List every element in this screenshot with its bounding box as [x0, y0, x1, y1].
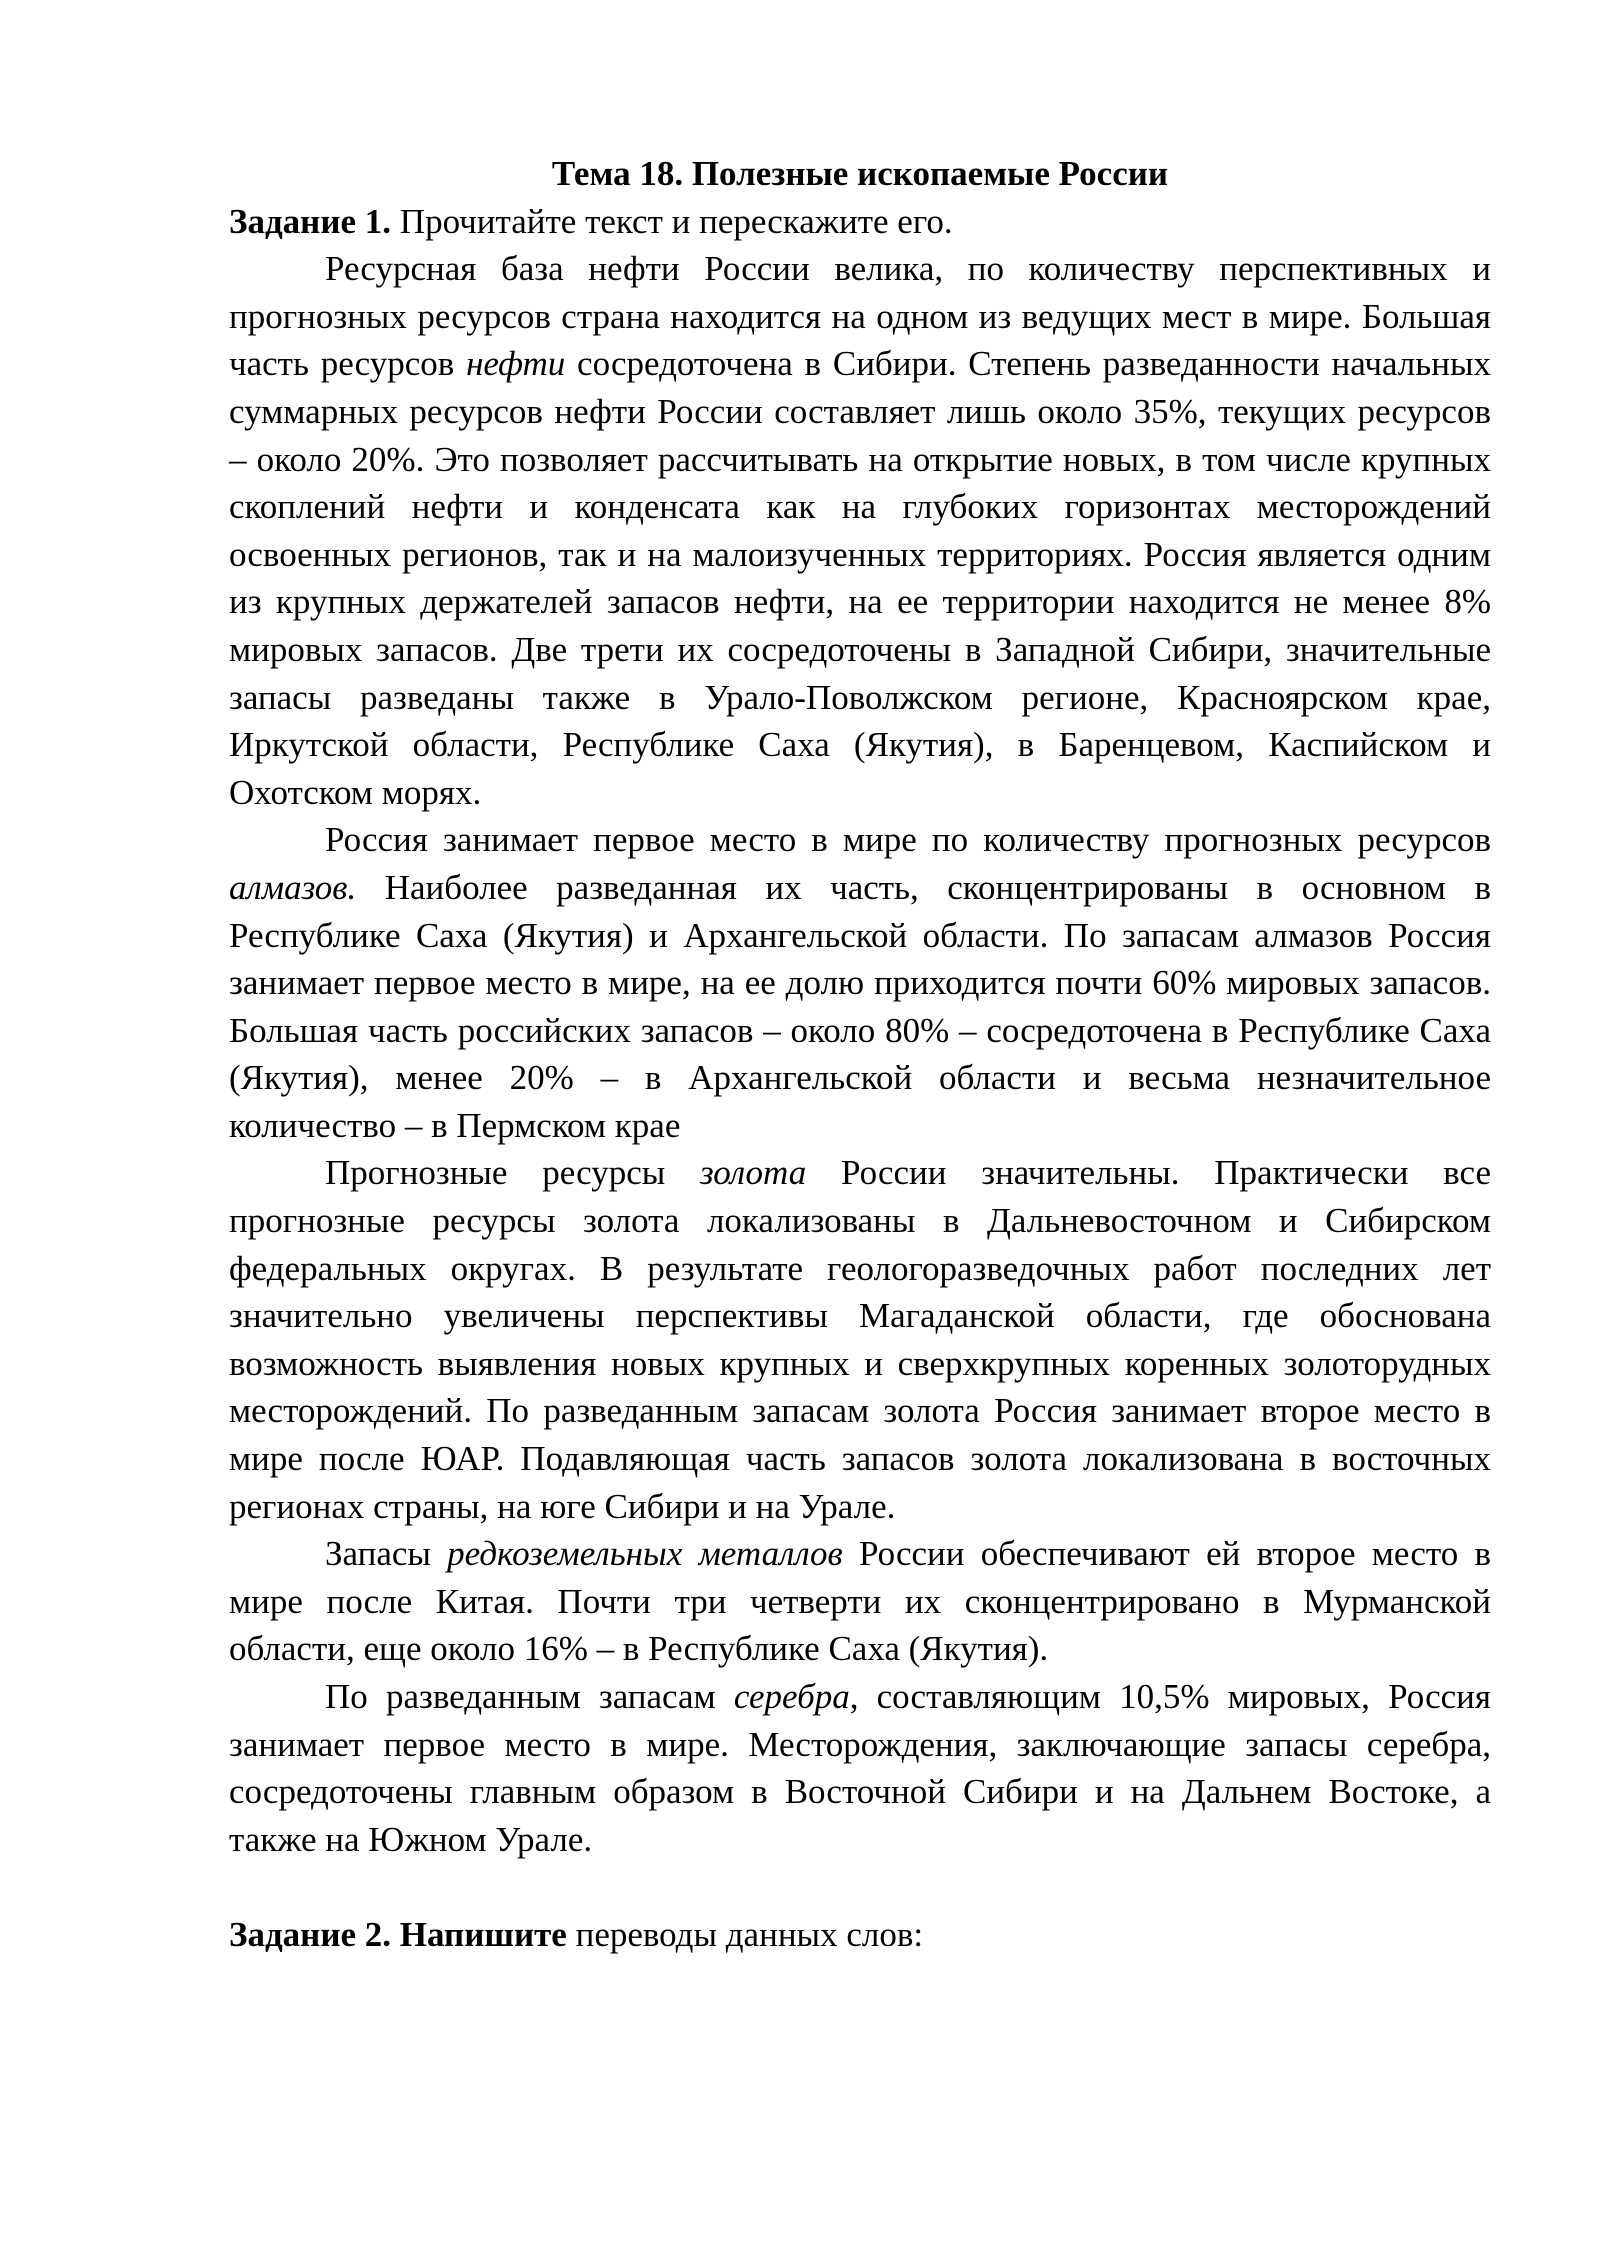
emphasis-term: нефти [466, 344, 566, 384]
task-1-label: Задание 1. [229, 201, 392, 241]
paragraph-gold [229, 1149, 1491, 1530]
emphasis-term: серебра [733, 1677, 850, 1716]
emphasis-term: редкоземельных металлов [447, 1534, 843, 1574]
paragraph-rare-earth [229, 1530, 1491, 1673]
task-1-text: Прочитайте текст и перескажите его. [391, 201, 953, 241]
paragraph-text: сосредоточена в Сибири. Степень разведанности начальных суммарных ресурсов нефти России составляет лишь около 35%, текущих ресурсов – около 20%. Это позволяет рассчитывать на открытие новых, в том числе крупных скоплений нефти и конденсата как на глубоких горизонтах месторождений освоенных регионов, так и на малоизученных территориях. Россия является одним из крупных держателей запасов нефти, на ее территории находится не менее 8% мировых запасов. Две трети их сосредоточены в Западной Сибири, значительные запасы разведаны также в Урало-Поволжском регионе, Красноярском крае, Иркутской области, Республике Саха (Якутия), в Баренцевом, Каспийском и Охотском морях. [229, 344, 1491, 812]
paragraph-diamonds [229, 816, 1491, 1149]
task-1 [229, 198, 1491, 246]
paragraph-text: Ресурсная база нефти России велика, по количеству перспективных и прогнозных ресурсов страна находится на одном из ведущих мест в мире. Большая часть ресурсов [229, 249, 1491, 384]
paragraph-text: По разведанным запасам [325, 1677, 734, 1716]
task-2-text: переводы данных слов: [566, 1914, 924, 1954]
paragraph-text: России значительны. Практически все прогнозные ресурсы золота локализованы в Дальневосточном и Сибирском федеральных округах. В результате геологоразведочных работ последних лет значительно увеличены перспективы Магаданской области, где обоснована возможность выявления новых крупных и сверхкрупных коренных золоторудных месторождений. По разведанным запасам золота Россия занимает второе место в мире после ЮАР. Подавляющая часть запасов золота локализована в восточных регионах страны, на юге Сибири и на Урале. [229, 1153, 1492, 1526]
blank-line [229, 1863, 1491, 1911]
paragraph-text: Россия занимает первое место в мире по количеству прогнозных ресурсов [325, 820, 1491, 860]
paragraph-text: Прогнозные ресурсы [325, 1153, 701, 1193]
task-2 [229, 1911, 1491, 1959]
paragraph-text: России обеспечивают ей второе место в мире после Китая. Почти три четверти их сконцентрировано в Мурманской области, еще около 16% – в Республике Саха (Якутия). [229, 1534, 1491, 1669]
paragraph-text: , составляющим 10,5% мировых, Россия занимает первое место в мире. Месторождения, заключающие запасы серебра, сосредоточены главным образом в Восточной Сибири и на Дальнем Востоке, а также на Южном Урале. [229, 1677, 1491, 1859]
emphasis-term: алмазов. [229, 867, 357, 907]
document-page [229, 150, 1491, 1959]
paragraph-oil [229, 245, 1491, 816]
page-title: Тема 18. Полезные ископаемые России [551, 154, 1169, 193]
task-2-label: Задание 2. Напишите [229, 1914, 567, 1954]
emphasis-term: золота [700, 1153, 807, 1193]
paragraph-silver [229, 1673, 1491, 1863]
paragraph-text: Запасы [325, 1534, 448, 1574]
paragraph-text: Наиболее разведанная их часть, сконцентрированы в основном в Республике Саха (Якутия) и Архангельской области. По запасам алмазов Россия занимает первое место в мире, на ее долю приходится почти 60% мировых запасов. Большая часть российских запасов – около 80% – сосредоточена в Республике Саха (Якутия), менее 20% – в Архангельской области и весьма незначительное количество – в Пермском крае [229, 867, 1491, 1145]
